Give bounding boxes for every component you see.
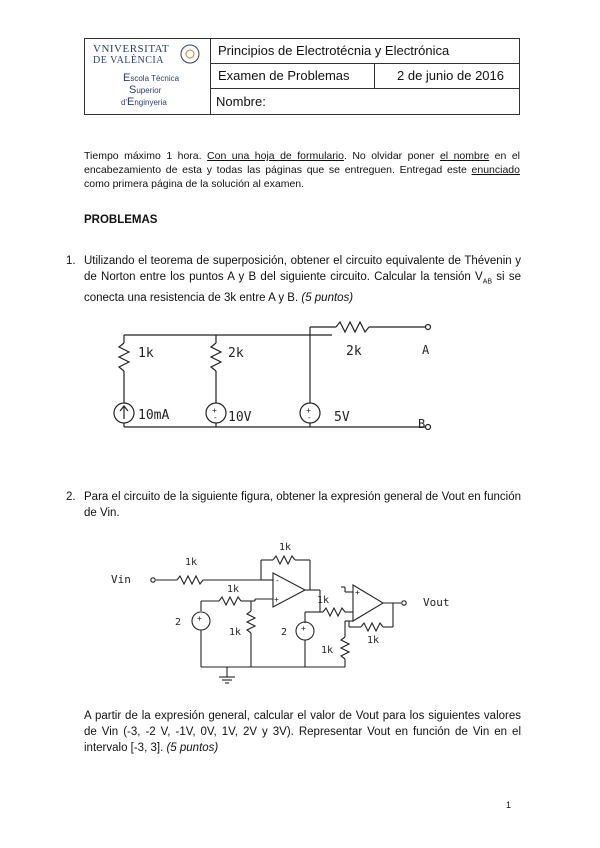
instructions-formulario: Con una hoja de formulario	[207, 150, 344, 162]
svg-text:+: +	[355, 588, 360, 597]
svg-text:+: +	[212, 406, 217, 415]
course-title: Principios de Electrotécnia y Electrónica	[218, 43, 450, 58]
problem1-text: Utilizando el teorema de superposición, obtener el circuito equivalente de Thévenin y de Norton entre los puntos A y B del siguiente circuito. Calcular la tensión V	[84, 255, 521, 283]
problem1-statement	[84, 253, 521, 306]
circuit2-label-v2: 2	[281, 627, 288, 638]
logo-escola: scola Tècnica	[130, 74, 180, 83]
logo-superior-initial: S	[129, 84, 137, 96]
circuit2-label-v1: 2	[175, 617, 182, 628]
circuit1-terminal-a	[426, 325, 431, 330]
circuit2-label-vout: Vout	[423, 596, 450, 609]
logo-enginyeria: nginyeria	[134, 98, 167, 107]
instructions-text-2: . No olvidar poner	[343, 150, 440, 162]
circuit2-resistor-mid	[219, 597, 241, 605]
logo-enginyeria-prefix: d'	[121, 98, 127, 107]
problem1-number: 1.	[66, 255, 76, 267]
problem2-part2-text: A partir de la expresión general, calcular el valor de Vout para los siguientes valores de Vin (-3, -2 V, -1V, 0V, 1V, 2V y 3V). Representar Vout en función de Vin en el intervalo [-3, 3].	[84, 710, 521, 754]
name-cell	[210, 89, 519, 114]
svg-text:+: +	[197, 614, 202, 623]
circuit2-label-r-2nd-gnd: 1k	[321, 645, 334, 656]
svg-text:+: +	[306, 406, 311, 415]
circuit2-vin-terminal	[151, 578, 155, 582]
circuit1-label-v1: 10V	[228, 410, 252, 425]
circuit2-resistor-input	[177, 576, 203, 584]
university-seal-icon	[177, 42, 203, 66]
page-number: 1	[506, 800, 512, 810]
circuit2-resistor-fb2	[361, 623, 383, 631]
circuit1-resistor-series-2k	[336, 322, 369, 332]
problem2-number: 2.	[66, 491, 76, 503]
logo-superior: uperior	[136, 86, 162, 95]
logo-line1: VNIVERSITAT	[93, 43, 170, 55]
header-table	[84, 38, 520, 115]
circuit2-label-r-shunt: 1k	[229, 627, 242, 638]
instructions-nombre: el nombre	[439, 150, 490, 162]
circuit1-label-r1: 1k	[138, 346, 154, 361]
circuit1-label-b: B	[418, 417, 426, 431]
circuit1-label-a: A	[422, 343, 430, 357]
circuit1-resistor-2k	[211, 343, 221, 371]
circuit1-terminal-b	[426, 425, 431, 430]
problem1-text-2: si se conecta una resistencia de 3k entre A y B.	[84, 271, 521, 305]
svg-text:-: -	[275, 576, 280, 585]
circuit1-label-r3: 2k	[346, 344, 362, 359]
circuit2-label-r-in: 1k	[185, 557, 198, 568]
exam-type-cell	[210, 64, 375, 89]
logo-line2: DE VALÈNCIA	[93, 55, 164, 66]
problem2-part2	[84, 708, 521, 756]
circuit2-vout-terminal	[402, 601, 406, 605]
exam-date: 2 de junio de 2016	[397, 68, 504, 83]
logo-escola-initial: E	[123, 72, 131, 84]
circuit1-resistor-1k	[119, 343, 129, 371]
svg-text:+: +	[274, 595, 279, 604]
problem2-points: (5 puntos)	[166, 742, 219, 754]
problem2-statement: Para el circuito de la siguiente figura, obtener la expresión general de Vout en función de Vin.	[84, 491, 521, 519]
instructions-text-3: en el encabezamiento de esta y todas las páginas que se entreguen. Entregad este	[84, 150, 520, 176]
circuit2-resistor-2nd-in	[323, 608, 345, 616]
instructions-enunciado: enunciado	[471, 164, 520, 176]
circuit2-label-r-2nd-in: 1k	[317, 595, 330, 606]
svg-text:-: -	[307, 413, 312, 422]
circuit2-label-vin: Vin	[111, 573, 131, 586]
circuit2-label-r-fb1: 1k	[279, 542, 292, 553]
circuit1-label-r2: 2k	[228, 346, 244, 361]
section-title: PROBLEMAS	[84, 214, 158, 226]
instructions-text-1: Tiempo máximo 1 hora.	[84, 150, 208, 162]
instructions	[84, 149, 520, 191]
svg-text:-: -	[213, 413, 218, 422]
circuit1-label-current: 10mA	[138, 408, 170, 423]
problem1-subscript: AB	[482, 278, 493, 286]
logo-enginyeria-initial: E	[126, 96, 135, 108]
problem1-points: (5 puntos)	[301, 292, 354, 305]
circuit2-resistor-fb1	[273, 556, 295, 564]
circuit2-diagram	[105, 535, 485, 695]
circuit1-label-v2: 5V	[334, 410, 350, 425]
svg-text:+: +	[301, 624, 306, 633]
circuit1-diagram	[100, 315, 450, 440]
course-title-cell	[210, 39, 519, 64]
date-cell	[375, 64, 519, 89]
circuit2-resistor-shunt	[247, 611, 255, 633]
name-label: Nombre:	[216, 94, 266, 109]
instructions-text-4: como primera página de la solución al examen.	[84, 178, 305, 190]
university-logo	[85, 39, 211, 114]
circuit2-resistor-2nd-gnd	[341, 637, 349, 659]
svg-text:-: -	[356, 613, 361, 622]
circuit2-label-r-fb2: 1k	[367, 635, 380, 646]
circuit2-label-r-mid: 1k	[227, 584, 240, 595]
exam-type: Examen de Problemas	[218, 68, 350, 83]
